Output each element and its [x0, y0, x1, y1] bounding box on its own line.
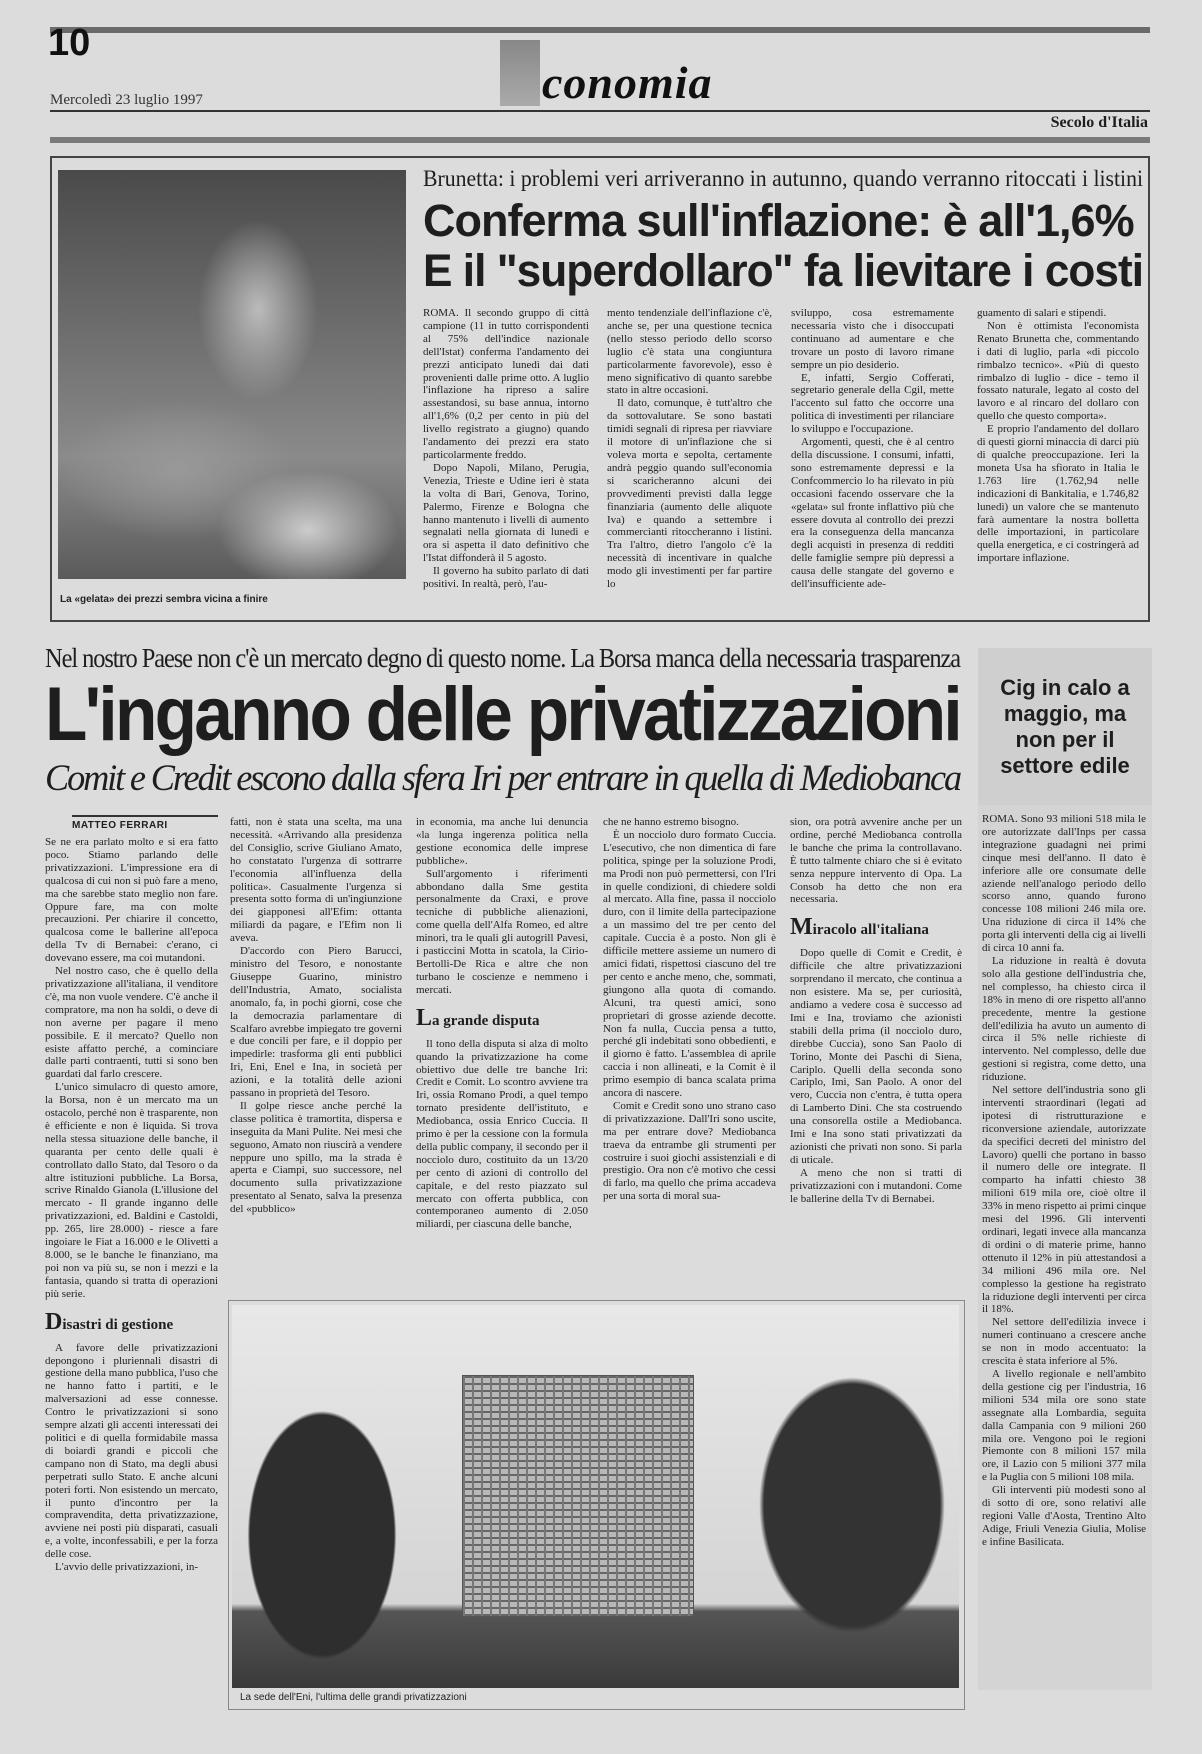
paragraph: guamento di salari e stipendi.: [977, 307, 1107, 319]
article-column: [423, 307, 589, 591]
paragraph: Il golpe riesce anche perché la classe politica è tramortita, dispersa e inseguita da Mani Pulite. Nei mesi che seguono, Amato non riuscirà a vendere neppure uno spillo, ma la strada è aperta e Ciampi, suo successore, nel documento sulla privatizzazione presentato al Senato, salva la presenza del «pubblico»: [230, 1099, 402, 1216]
paragraph: mento tendenziale dell'inflazione c'è, anche se, per una questione tecnica (nello stesso periodo dello scorso luglio c'è stata una congiuntura particolarmente favorevole), esso è meno significativo di quanto sarebbe stato in altre occasioni.: [607, 307, 772, 397]
paragraph: L'avvio delle privatizzazioni, in-: [55, 1561, 199, 1574]
paragraph: L'unico simulacro di questo amore, la Borsa, non è un mercato ma un ostacolo, perché non è trasparente, non è efficiente e non è liquida. Si trova nella stessa situazione delle banche, il quaranta per cento delle quali è controllato dallo Stato, dal Tesoro o da altre istituzioni pubbliche. La Borsa, scrive Rinaldo Gianola (L'illusione del mercato - Il grande inganno delle privatizzazioni, ed. Baldini e Castoldi, pp. 265, lire 28.000) - riesce a fare ingoiare le Fiat a 16.000 e le Olivetti a 8.000, se le banche le finanziano, ma poi non va più su, se non i mezzi e la fantasia, quando si tratta di operazioni più serie.: [45, 1081, 218, 1300]
paragraph: Comit e Credit sono uno strano caso di privatizzazione. Dall'Iri sono uscite, ma per entrare dove? Mediobanca traeva da entrambe gli strumenti per costruire i suoi giochi assistenziali e di prestigio. Ora non c'è motivo che cessi di farlo, ma quello che prima accadeva per una sorta di moral sua-: [603, 1099, 776, 1203]
paragraph: La riduzione in realtà è dovuta solo alla gestione dell'industria che, nel complesso, ha chiesto circa il 18% in meno di ore rispetto all'anno precedente, mentre la gestione dell'edilizia ha avuto un aumento di circa il 5% nelle richieste di intervento. Nel complesso, delle due gestioni si registra, come detto, una riduzione.: [982, 954, 1146, 1084]
building-illustration: [462, 1375, 694, 1617]
paragraph: A meno che non si tratti di privatizzazioni con i mutandoni. Come le ballerine della Tv di Bernabei.: [790, 1166, 962, 1205]
article-subheadline: Comit e Credit escono dalla sfera Iri per entrare in quella di Mediobanca: [45, 758, 960, 799]
article-kicker-wrap: [423, 166, 1143, 192]
section-subheading: La grande disputa: [416, 1004, 540, 1031]
paragraph: Nel settore dell'edilizia invece i numeri continuano a crescere anche se non in modo accentuato: la crescita è stata inferiore al 5%.: [982, 1316, 1146, 1368]
paragraph: Sull'argomento i riferimenti abbondano dalla Sme gestita personalmente da Craxi, e prove tecniche di pubbliche alienazioni, come quella dell'Alfa Romeo, ed altre minori, tra le quali gli autogrill Pavesi, i pasticcini Motta in scatola, la Cirio-Bertolli-De Rica e altre che non turbano le coscienze e nemmeno i mercati.: [416, 867, 588, 996]
paragraph: E, infatti, Sergio Cofferati, segretario generale della Cgil, mette l'accento sul fatto che occorre una politica di investimenti per rilanciare lo sviluppo e l'occupazione.: [791, 371, 954, 436]
article-kicker: Brunetta: i problemi veri arriveranno in autunno, quando verranno ritoccati i listini: [423, 166, 1144, 191]
paragraph: Nel nostro caso, che è quello della privatizzazione all'italiana, il venditore c'è, ma non vuole vendere. C'è anche il compratore, ma non ha soldi, o deve di non averne per pagare il meno possibile. E il mercato? Quello non esiste affatto perché, a cominciare dalle parti contraenti, tutti si sono ben guardati dal farlo crescere.: [45, 965, 218, 1081]
sidebar-headline: Cig in calo a maggio, ma non per il settore edile: [978, 648, 1152, 805]
paragraph: Il dato, comunque, è tutt'altro che da sottovalutare. Se sono bastati timidi segnali di ripresa per riavviare il motore di un'inflazione che si voleva morta e sepolta, certamente andrà peggio quando sull'economia si scaricheranno alcuni dei provvedimenti previsti dalla legge finanziaria (aumento delle aliquote Iva) e quando a settembre i commercianti ritoccheranno i listini. Tra l'altro, dietro l'angolo c'è la necessità di incentivare in qualche modo gli investimenti per far partire lo: [607, 397, 772, 591]
header-rule: [50, 137, 1150, 143]
headline-line-1-wrap: [423, 196, 1143, 246]
article-kicker: Nel nostro Paese non c'è un mercato degno di questo nome. La Borsa manca della necessaria trasparenza: [45, 643, 960, 673]
masthead: Secolo d'Italia: [1050, 114, 1148, 131]
article-headline-wrap: [45, 672, 960, 757]
paragraph: Non è ottimista l'economista Renato Brunetta che, commentando i dati di luglio, parla «di piccolo rimbalzo tecnico». «Più di questo rimbalzo di luglio - dice - temo il fossato naturale, legato al costo del lavoro e al rincaro del dollaro con quello che questo comporta».: [977, 319, 1139, 423]
paragraph: A favore delle privatizzazioni depongono i pluriennali disastri di gestione della mano pubblica, l'uso che ne hanno fatto i partiti, e le malversazioni ad esse connesse. Contro le privatizzazioni si sono sempre alzati gli accenti interessati dei politici e di quella formidabile massa di boiardi grandi e piccoli che campano non di Stato, ma degli abusi perpetrati sullo Stato. E anche alcuni poteri forti. Non esistendo un mercato, il punto d'incontro per la compravendita, detta privatizzazione, avviene nei posti più disparati, casuali e, a volte, inconfessabili, e per la forza delle cose.: [45, 1341, 218, 1561]
paragraph: ROMA. Sono 93 milioni 518 mila le ore autorizzate dall'Inps per cassa integrazione guadagni nei primi cinque mesi dell'anno. Il dato è inferiore alle ore consumate delle aziende nell'analogo periodo dello scorso anno, quando furono concesse 108 milioni 246 mila ore. Una riduzione di circa il 14% che porta gli interventi della cig ai livelli di circa 10 anni fa.: [982, 813, 1146, 955]
article-column: [230, 816, 402, 1216]
photo-caption: La «gelata» dei prezzi sembra vicina a finire: [60, 594, 268, 605]
section-logo-initial-block: [500, 40, 540, 106]
eni-building-photo: [232, 1305, 959, 1688]
paragraph: Nel settore dell'industria sono gli interventi straordinari (legati ad ipotesi di ristrutturazione e riconversione aziendale, autorizzate da specifici decreti del ministro del Lavoro) quelli che portano in basso il numero delle ore integrate. Il comparto ha infatti chiesto 38 milioni 619 mila ore, cioè oltre il 33% in meno rispetto ai primi cinque mesi del 1996. Gli interventi ordinari, legati invece alla mancanza di ordini o di materie prime, hanno ottenuto il 12% in più attestandosi a 34 milioni 496 mila ore. Nel complesso la gestione ha registrato la riduzione degli interventi per circa il 18%.: [982, 1084, 1146, 1316]
article-subheadline-wrap: [45, 757, 960, 801]
section-logo: [500, 40, 713, 106]
headline-line-2: E il "superdollaro" fa lievitare i costi: [423, 245, 1144, 296]
article-headline: [423, 196, 1143, 296]
article-headline: L'inganno delle privatizzazioni: [45, 672, 960, 757]
paragraph: Gli interventi più modesti sono al di sotto di ore, sono relativi alle regioni Valle d'Aosta, Trentino Alto Adige, Friuli Venezia Giulia, Molise e infine Basilicata.: [982, 1484, 1146, 1548]
section-title: conomia: [542, 57, 713, 108]
paragraph: sviluppo, cosa estremamente necessaria visto che i disoccupati continuano ad aumentare e che trovare un posto di lavoro rimane sempre un pio desiderio.: [791, 307, 954, 371]
market-photo: [58, 170, 406, 579]
headline-line-2-wrap: [423, 246, 1143, 296]
article-column: [45, 836, 218, 1574]
header-divider: [50, 110, 1150, 112]
paragraph: in economia, ma anche lui denuncia «la lunga ingerenza politica nella gestione economica delle imprese pubbliche».: [416, 816, 588, 867]
article-kicker-wrap: [45, 642, 960, 674]
photo-caption: La sede dell'Eni, l'ultima delle grandi privatizzazioni: [240, 1692, 467, 1703]
page-number: 10: [48, 22, 91, 64]
article-column: [790, 816, 962, 1205]
paragraph: È un nocciolo duro formato Cuccia. L'esecutivo, che non dimentica di fare politica, spinge per la soluzione Prodi, ma Prodi non può permettersi, con l'Iri in quelle condizioni, di chiedere soldi al mercato. Alla fine, passa il nocciolo duro, con il limite della partecipazione a un massimo del tre per cento del capitale. Cuccia è a posto. Non gli è difficile mettere assieme un numero di amici fidati, rispettosi ciascuno del tre per cento e anche meno, che, sommati, giungono alla quota di comando. Alcuni, tra questi amici, sono proprietari di grosse aziende decotte. Non fa nulla, Cuccia pensa a tutto, perché gli indebitati sono obbedienti, e il giorno è fatto. L'assemblea di aprile caccia i non allineati, e la Comit è il primo esempio di banca scalata prima ancora di nascere.: [603, 828, 776, 1100]
byline: MATTEO FERRARI: [72, 815, 218, 831]
issue-date: Mercoledì 23 luglio 1997: [50, 92, 203, 108]
paragraph: Il governo ha subito parlato di dati positivi. In realtà, però, l'au-: [423, 565, 589, 591]
paragraph: A livello regionale e nell'ambito della gestione cig per l'industria, 16 milioni 534 mila ore sono state assegnate alla Lombardia, seguita dalla Campania con 9 milioni 260 mila ore. Vengono poi le regioni Piemonte con 8 milioni 157 mila ore, il Lazio con 5 milioni 377 mila e la Puglia con 5 milioni 108 mila.: [982, 1367, 1146, 1484]
sidebar-column: [982, 813, 1146, 1549]
paragraph: ROMA. Il secondo gruppo di città campione (11 in tutto corrispondenti al 75% dell'indice nazionale dell'Istat) conferma l'andamento dei prezzi anticipato lunedì dai dati provenienti dalle prime otto. A luglio l'inflazione ha ripreso a salire assestandosi, su base annua, intorno all'1,6% (0,2 per cento in più del livello registrato a giugno) quando l'andamento dei prezzi era stato particolarmente freddo.: [423, 307, 589, 461]
paragraph: E proprio l'andamento del dollaro di questi giorni minaccia di darci più di qualche preoccupazione. Ieri la moneta Usa ha sfiorato in Italia le 1.763 lire (1.762,94 nelle indicazioni di Bankitalia, e 1.746,82 lunedì) un valore che se mantenuto farà aumentare la nostra bolletta delle importazioni, in particolare quella energetica, e ci costringerà ad importare inflazione.: [977, 423, 1139, 565]
section-subheading: Miracolo all'italiana: [790, 914, 929, 941]
paragraph: D'accordo con Piero Barucci, ministro del Tesoro, e nonostante Giuseppe Guarino, ministro dell'Industria, Amato, socialista anomalo, fa, in pochi giorni, cose che la democrazia parlamentare di Scalfaro avrebbe impiegato tre governi e due concili per fare, e il doppio per impedirle: trasforma gli enti pubblici Iri, Eni, Enel e Ina, in società per azioni, e la totalità delle azioni passano in proprietà del Tesoro.: [230, 945, 402, 1100]
paragraph: Il tono della disputa si alza di molto quando la privatizzazione ha come obiettivo due delle tre banche Iri: Credit e Comit. Lo scontro avviene tra Iri, ossia Romano Prodi, a quel tempo tornato presidente dell'istituto, e Mediobanca, ossia Enrico Cuccia. Il primo è per la cessione con la formula della public company, il secondo per il nocciolo duro, costituito da un 13/20 per cento di azioni di controllo del capitale, e del resto piazzato sul mercato con offerta pubblica, con contemporaneo aumento di 2.050 miliardi, per ciascuna delle banche,: [416, 1037, 588, 1231]
article-column: [977, 307, 1139, 565]
paragraph: Dopo Napoli, Milano, Perugia, Venezia, Trieste e Udine ieri è stata la volta di Bari, Genova, Torino, Palermo, Firenze e Bologna che hanno mantenuto i livelli di aumento segnalati nella giornata di lunedì e ora si aspetta il dato definitivo che l'Istat diffonderà il 5 agosto.: [423, 461, 589, 565]
paragraph: Dopo quelle di Comit e Credit, è difficile che altre privatizzazioni sorprendano il mercato, che continua a non esistere. Ma se, per curiosità, andiamo a vedere cosa è successo ad Imi e Ina, troviamo che azionisti stabili della prima (il nocciolo duro, direbbe Cuccia), sono San Paolo di Torino, Monte dei Paschi di Siena, Cariplo. Quelli della seconda sono Cariplo, Imi, San Paolo. A onor del vero, Cuccia non c'entra, è tutta opera di Lamberto Dini. Che sta costruendo una consorella ostile a Mediobanca. Imi e Ina sono stati privatizzati da azionisti che privati non sono. Si parla di uticale.: [790, 947, 962, 1166]
headline-line-1: Conferma sull'inflazione: è all'1,6%: [423, 195, 1134, 246]
paragraph: fatti, non è stata una scelta, ma una necessità. «Arrivando alla presidenza del Consiglio, scrive Giuliano Amato, ho constatato l'urgenza di sottrarre l'economia all'influenza della politica». Casualmente l'urgenza si presenta sotto forma di un'ingiunzione dei giapponesi all'Efim: ottanta miliardi da pagare, e l'Efim non li aveva.: [230, 816, 402, 945]
paragraph: Se ne era parlato molto e si era fatto poco. Stiamo parlando delle privatizzazioni. L'impressione era di qualcosa di cui non si può fare a meno, ma che sarebbe stato meglio non fare. Oppure fare, ma con molte precauzioni. Per chiarire il concetto, qualcosa come le ballerine all'epoca della Tv di Bernabei: c'erano, ci dovevano essere, ma coi mutandoni.: [45, 836, 218, 965]
article-column: [607, 307, 772, 591]
article-column: [603, 816, 776, 1203]
section-subheading: Disastri di gestione: [45, 1308, 174, 1335]
article-column: [791, 307, 954, 591]
article-column: [416, 816, 588, 1231]
paragraph: che ne hanno estremo bisogno.: [603, 816, 739, 828]
paragraph: sion, ora potrà avvenire anche per un ordine, perché Mediobanca controlla le banche che prima la controllavano. È tutto talmente chiaro che si è evitato senza neppure intervento di Opa. La Consob ha detto che non era necessaria.: [790, 816, 962, 906]
top-rule: [50, 27, 1150, 33]
paragraph: Argomenti, questi, che è al centro della discussione. I consumi, infatti, sono estremamente depressi e la Confcommercio lo ha rilevato in più occasioni facendo osservare che la «gelata» sul fronte inflattivo più che essere dovuta al controllo dei prezzi era la conseguenza della mancanza degli acquisti in presenza di redditi delle famiglie sempre più depressi a causa delle stangate del governo e dell'insufficiente ade-: [791, 436, 954, 591]
